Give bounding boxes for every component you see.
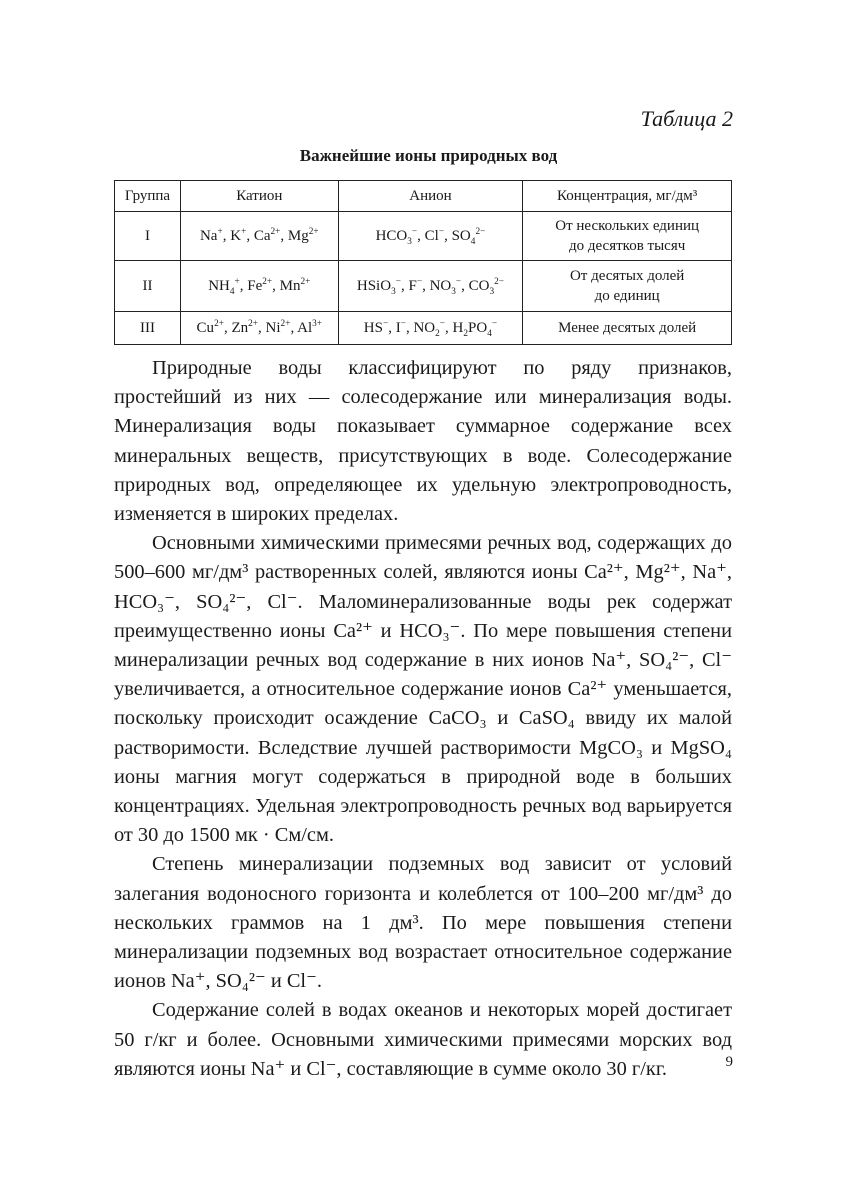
page-number: 9 (725, 1054, 733, 1070)
header-anion: Анион (338, 181, 523, 212)
paragraph: Природные воды классифицируют по ряду признаков, простейший из них — солесодержание или минерализация воды. Минерализация воды показывает суммарное содержание всех минеральных веществ, присутствующих в воде. Солесодержание природных вод, определяющее их удельную электропроводность, изменяется в широких пределах. (114, 357, 732, 526)
body-text (114, 354, 732, 1084)
group-cell: III (115, 312, 181, 345)
header-concentration: Концентрация, мг/дм³ (523, 181, 732, 212)
header-group: Группа (115, 181, 181, 212)
cation-cell: $NH_4^+$, $Fe^{2+}$, $Mn^{2+}$ (180, 261, 338, 312)
header-cation: Катион (180, 181, 338, 212)
ions-table (114, 180, 732, 345)
concentration-cell: От нескольких единиц до десятков тысяч (523, 212, 732, 261)
table-row (115, 312, 732, 345)
anion-cell: $HCO_3^-$, Cl−, $SO_4^{2-}$ (338, 212, 523, 261)
table-caption: Таблица 2 (640, 106, 733, 131)
table-title: Важнейшие ионы природных вод (299, 146, 558, 165)
group-cell: II (115, 261, 181, 312)
paragraph: Основными химическими примесями речных вод, содержащих до 500–600 мг/дм³ растворенных солей, являются ионы Ca²⁺, Mg²⁺, Na⁺, HCO₃⁻, SO₄²⁻, Cl⁻. Маломинерализованные воды рек содержат преимущественно ионы Ca²⁺ и HCO₃⁻. По мере повышения степени минерализации речных вод содержание в них ионов Na⁺, SO₄²⁻, Cl⁻ увеличивается, а относительное содержание ионов Ca²⁺ уменьшается, поскольку происходит осаждение CaCO₃ и CaSO₄ ввиду их малой растворимости. Вследствие лучшей растворимости MgCO₃ и MgSO₄ ионы магния могут содержаться в природной воде в больших концентрациях. Удельная электропроводность речных вод варьируется от 30 до 1500 мк · См/см. (114, 532, 732, 847)
table-row (115, 261, 732, 312)
group-cell: I (115, 212, 181, 261)
paragraph: Степень минерализации подземных вод зависит от условий залегания водоносного горизонта и колеблется от 100–200 мг/дм³ до нескольких граммов на 1 дм³. По мере повышения степени минерализации подземных вод возрастает относительное содержание ионов Na⁺, SO₄²⁻ и Cl⁻. (114, 853, 732, 993)
table-header-row (115, 181, 732, 212)
concentration-cell: Менее десятых долей (523, 312, 732, 345)
anion-cell: HSiO$_3$−, F−, $NO_3^-$, $CO_3^{2-}$ (338, 261, 523, 312)
cation-cell: Na+, K+, $Ca^{2+}$, $Mg^{2+}$ (180, 212, 338, 261)
paragraph: Содержание солей в водах океанов и некоторых морей достигает 50 г/кг и более. Основными химическими примесями морских вод являются ионы Na⁺ и Cl⁻, составляющие в сумме около 30 г/кг. (114, 999, 732, 1080)
anion-cell: HS−, I−, $NO_2^-$, $H_2PO_4^-$ (338, 312, 523, 345)
cation-cell: $Cu^{2+}$, $Zn^{2+}$, $Ni^{2+}$, $Al^{3+}$ (180, 312, 338, 345)
table-row (115, 212, 732, 261)
concentration-cell: От десятых долей до единиц (523, 261, 732, 312)
